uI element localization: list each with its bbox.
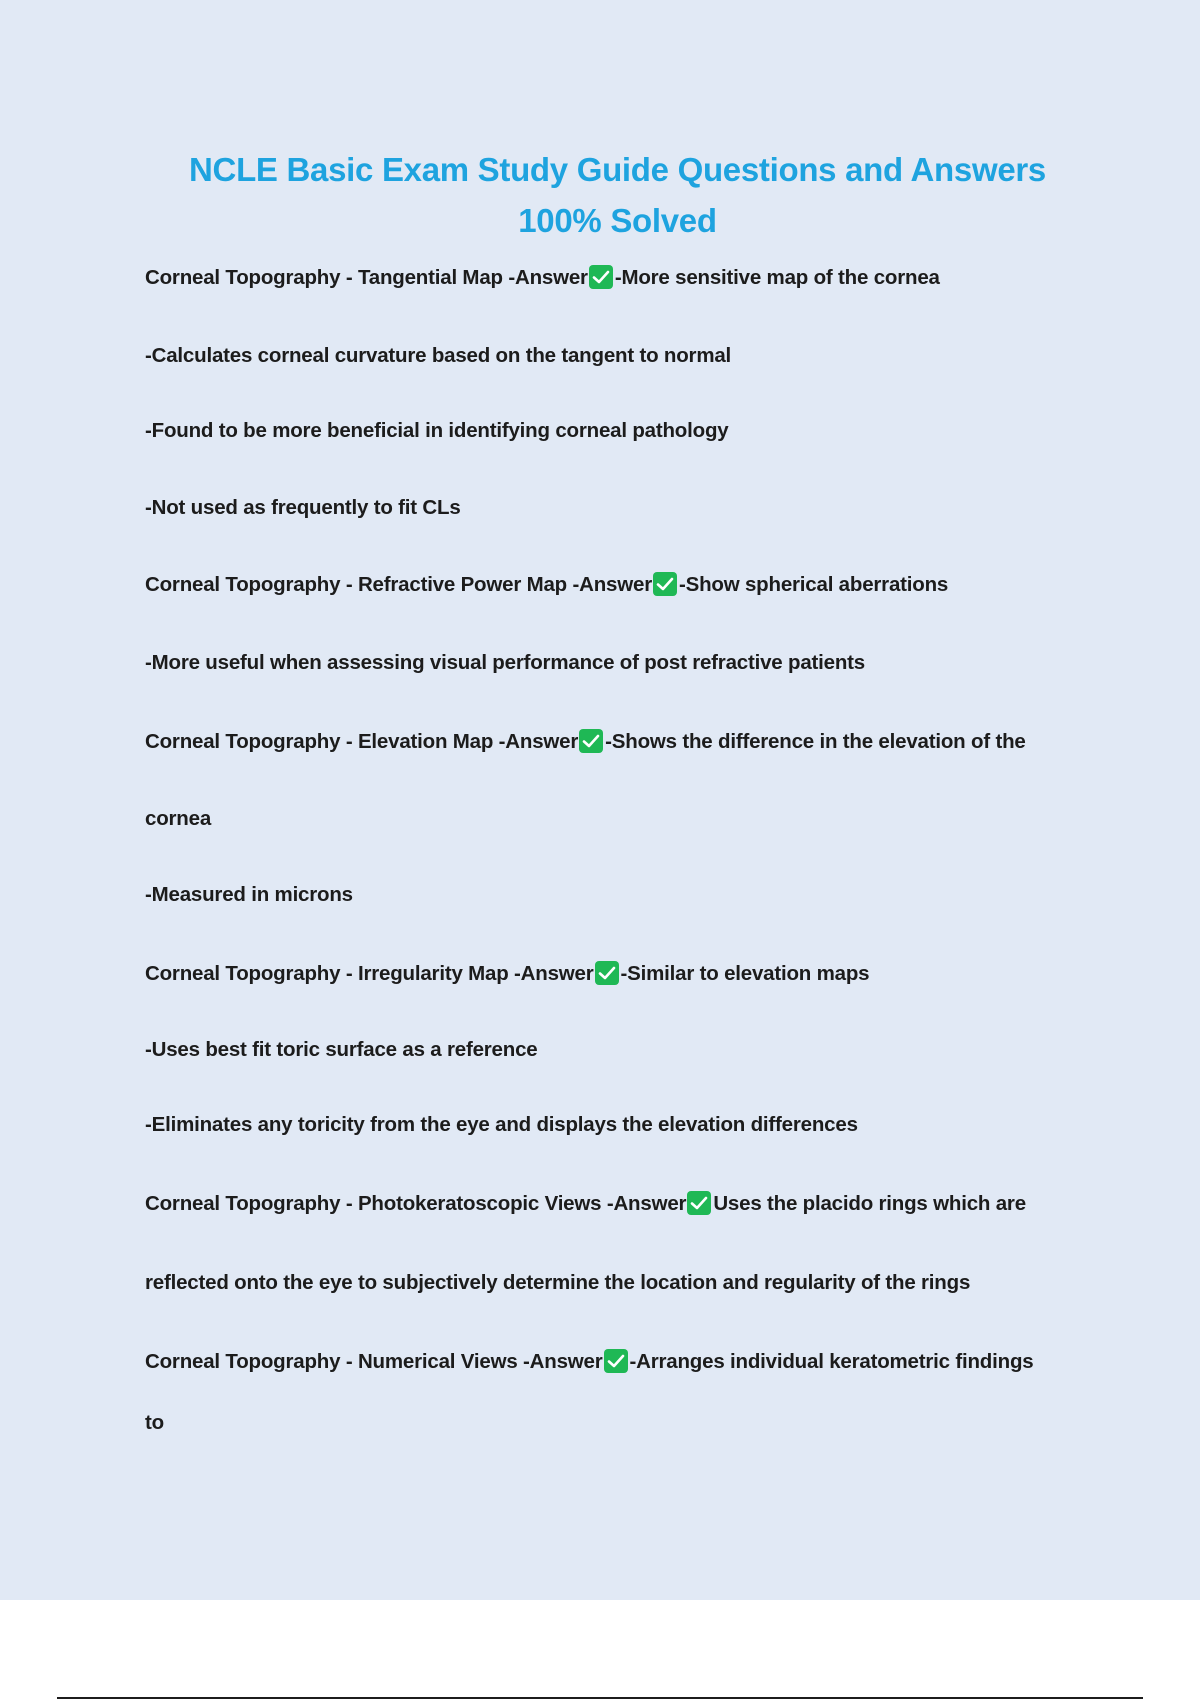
detail-line: -Measured in microns: [145, 883, 353, 906]
answer-text: -Show spherical aberrations: [678, 573, 949, 596]
answer-text: -Arranges individual keratometric findings: [629, 1350, 1034, 1373]
title-line-2: 100% Solved: [518, 202, 717, 239]
detail-line: to: [145, 1411, 164, 1434]
answer-text: -Similar to elevation maps: [620, 962, 870, 985]
check-mark-icon: [589, 265, 613, 289]
detail-line: -Found to be more beneficial in identifying corneal pathology: [145, 419, 729, 442]
title-line-1: NCLE Basic Exam Study Guide Questions and Answers: [189, 151, 1046, 188]
detail-line: -Uses best fit toric surface as a reference: [145, 1038, 538, 1061]
question-line: [145, 1191, 1026, 1217]
check-mark-icon: [595, 961, 619, 985]
detail-line: reflected onto the eye to subjectively determine the location and regularity of the rings: [145, 1271, 971, 1294]
document-title: [120, 144, 1115, 246]
question-text: Corneal Topography - Photokeratoscopic Views -Answer: [145, 1192, 687, 1215]
question-line: [145, 572, 948, 598]
answer-text: -Shows the difference in the elevation of the: [605, 730, 1026, 753]
answer-text: Uses the placido rings which are: [713, 1192, 1026, 1215]
question-text: Corneal Topography - Numerical Views -Answer: [145, 1350, 603, 1373]
check-mark-icon: [687, 1191, 711, 1215]
detail-line: cornea: [145, 807, 212, 830]
question-line: [145, 729, 1026, 755]
question-text: Corneal Topography - Elevation Map -Answer: [145, 730, 579, 753]
detail-line: -Not used as frequently to fit CLs: [145, 496, 461, 519]
check-mark-icon: [604, 1349, 628, 1373]
detail-line: -Eliminates any toricity from the eye and displays the elevation differences: [145, 1113, 858, 1136]
question-text: Corneal Topography - Refractive Power Map -Answer: [145, 573, 652, 596]
question-text: Corneal Topography - Irregularity Map -Answer: [145, 962, 594, 985]
check-mark-icon: [579, 729, 603, 753]
footer-divider: [57, 1697, 1143, 1699]
detail-line: -Calculates corneal curvature based on the tangent to normal: [145, 344, 732, 367]
check-mark-icon: [653, 572, 677, 596]
detail-line: -More useful when assessing visual performance of post refractive patients: [145, 651, 865, 674]
answer-text: -More sensitive map of the cornea: [614, 266, 940, 289]
question-text: Corneal Topography - Tangential Map -Answer: [145, 266, 588, 289]
question-line: [145, 961, 869, 987]
question-line: [145, 265, 940, 291]
question-line: [145, 1349, 1033, 1375]
